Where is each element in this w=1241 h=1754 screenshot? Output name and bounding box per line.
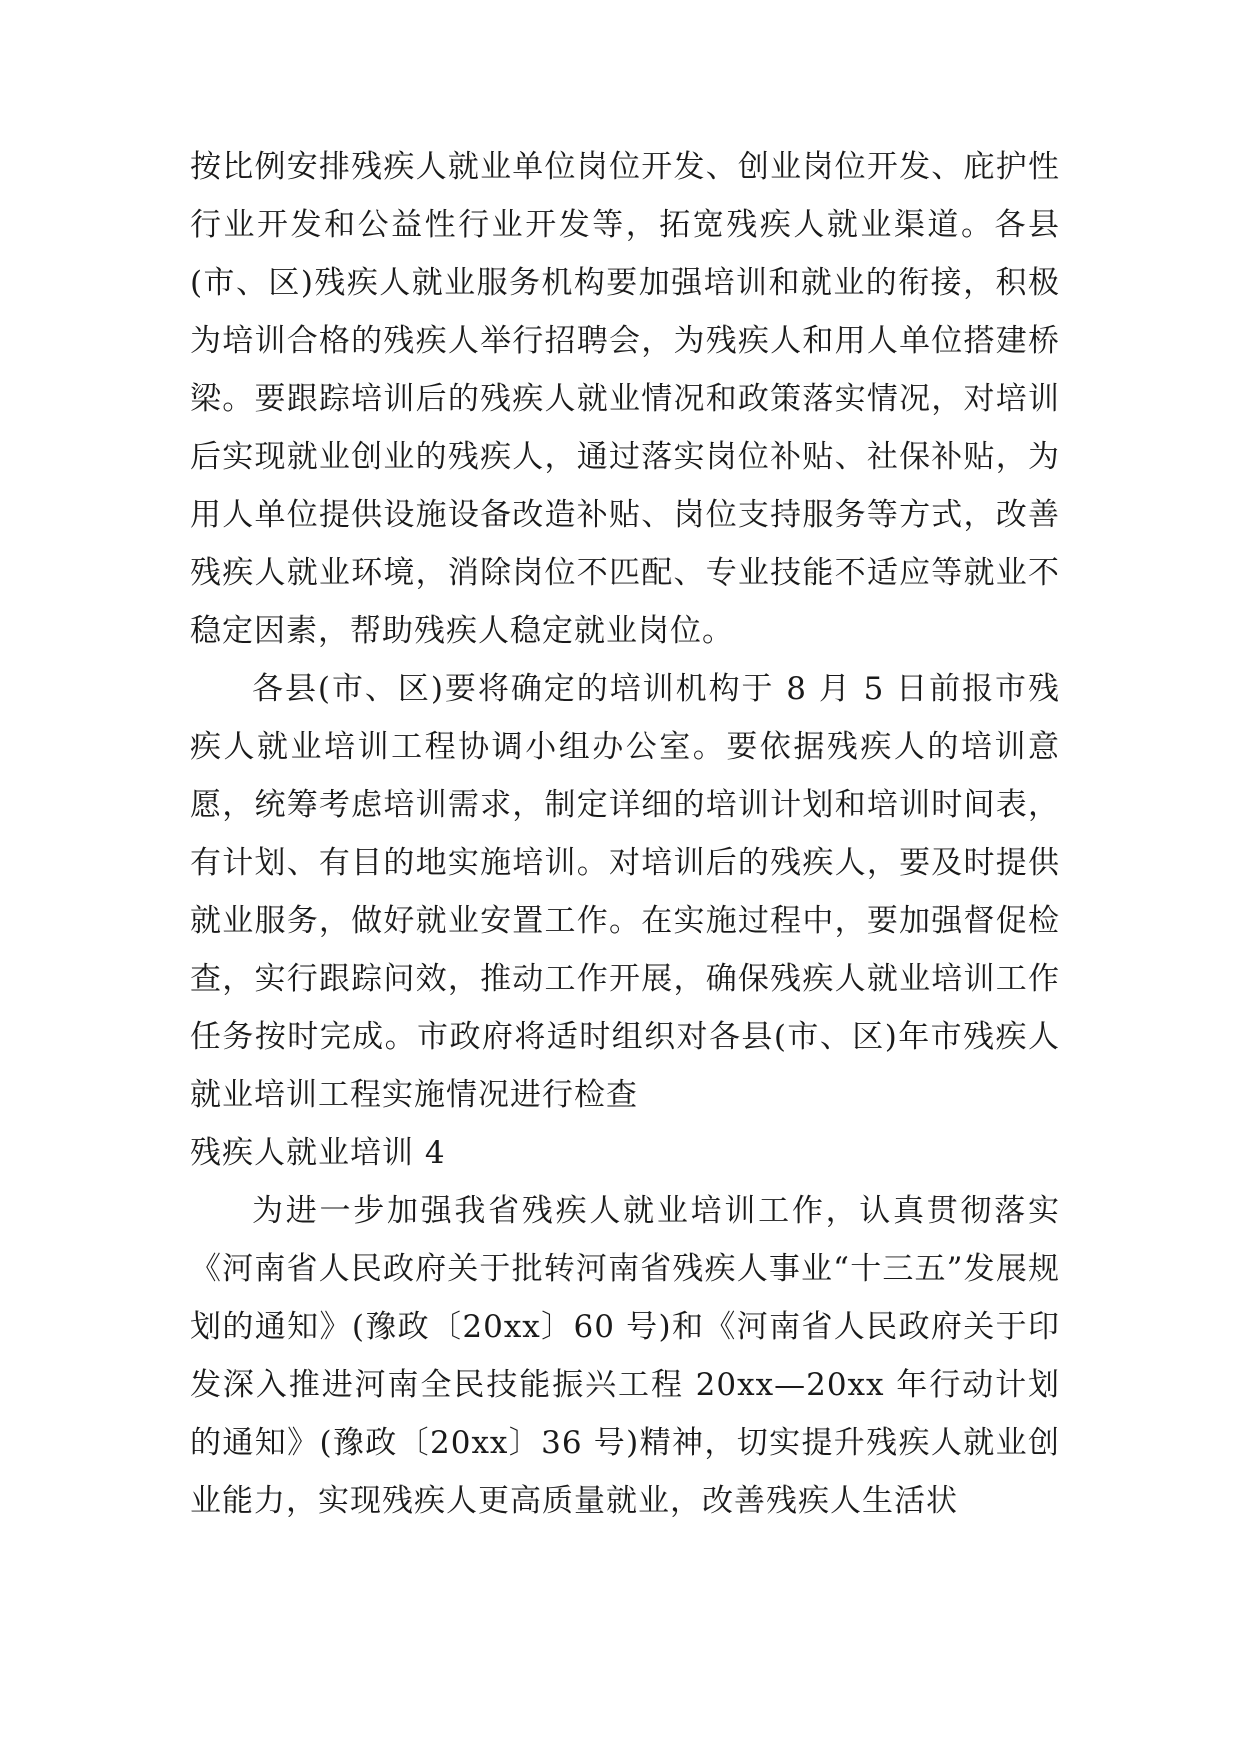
- paragraph-henan-policy: 为进一步加强我省残疾人就业培训工作，认真贯彻落实《河南省人民政府关于批转河南省残疾人事业“十三五”发展规划的通知》(豫政〔20xx〕60 号)和《河南省人民政府关于印发深入推进河南全民技能振兴工程 20xx—20xx 年行动计划的通知》(豫政〔20xx〕36 号)精神，切实提升残疾人就业创业能力，实现残疾人更高质量就业，改善残疾人生活状: [190, 1193, 1060, 1519]
- paragraph-continuation: 按比例安排残疾人就业单位岗位开发、创业岗位开发、庇护性行业开发和公益性行业开发等，拓宽残疾人就业渠道。各县(市、区)残疾人就业服务机构要加强培训和就业的衔接，积极为培训合格的残疾人举行招聘会，为残疾人和用人单位搭建桥梁。要跟踪培训后的残疾人就业情况和政策落实情况，对培训后实现就业创业的残疾人，通过落实岗位补贴、社保补贴，为用人单位提供设施设备改造补贴、岗位支持服务等方式，改善残疾人就业环境，消除岗位不匹配、专业技能不适应等就业不稳定因素，帮助残疾人稳定就业岗位。: [190, 149, 1060, 649]
- document-body: [190, 138, 1060, 1530]
- section-title: 残疾人就业培训 4: [190, 1135, 446, 1171]
- paragraph-training-institutions: 各县(市、区)要将确定的培训机构于 8 月 5 日前报市残疾人就业培训工程协调小组办公室。要依据残疾人的培训意愿，统筹考虑培训需求，制定详细的培训计划和培训时间表，有计划、有目的地实施培训。对培训后的残疾人，要及时提供就业服务，做好就业安置工作。在实施过程中，要加强督促检查，实行跟踪问效，推动工作开展，确保残疾人就业培训工作任务按时完成。市政府将适时组织对各县(市、区)年市残疾人就业培训工程实施情况进行检查: [190, 671, 1060, 1113]
